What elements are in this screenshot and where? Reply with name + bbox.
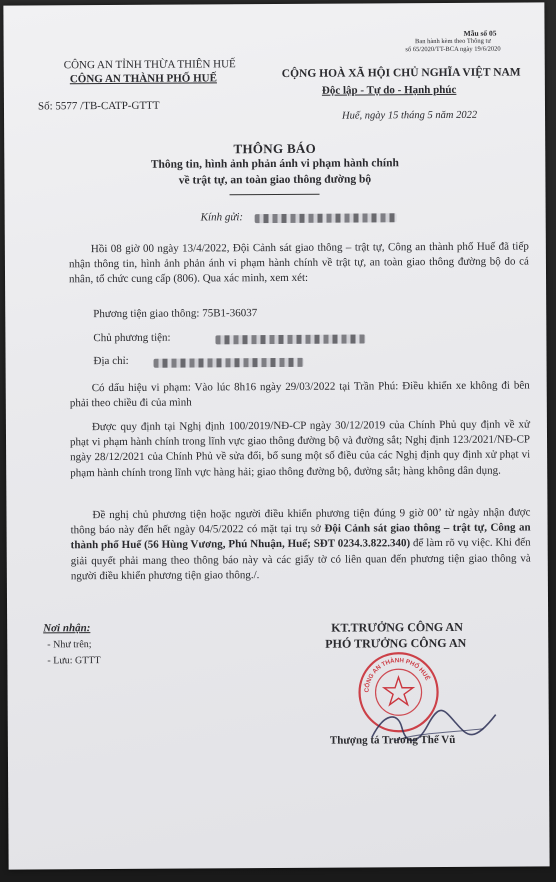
recipient-item: - Như trên; <box>47 639 92 651</box>
country-name: CỘNG HOÀ XÃ HỘI CHỦ NGHĨA VIỆT NAM <box>281 66 521 80</box>
owner-name-redacted <box>215 334 365 344</box>
national-motto: Độc lập - Tự do - Hạnh phúc <box>321 83 457 97</box>
request-location-bold: Đội Cảnh sát giao thông – trật tự, Công an thành phố Huế (56 Hùng Vương, Phú Nhuận, Huế; SĐT 0234.3.822.340) <box>70 521 531 552</box>
document-number: Số: 5577 /TB-CATP-GTTT <box>37 99 160 113</box>
violation-paragraph: Có dấu hiệu vi phạm: Vào lúc 8h16 ngày 29/03/2022 tại Trần Phú: Điều khiển xe không đi bên phải theo chiều đi của mình <box>69 379 530 410</box>
recipient-label: Kính gửi: <box>200 211 244 224</box>
signer-name: Thượng tá Trương Thế Vũ <box>329 733 456 747</box>
document-title: THÔNG BÁO <box>233 140 317 157</box>
request-text-end: để làm rõ vụ việc. Khi đến giải quyết phải mang theo thông báo này và các giấy tờ có liên quan đến phương tiện giao thông và người điều khiển phương tiện giao thông./. <box>70 536 531 583</box>
document-subtitle-line2: về trật tự, an toàn giao thông đường bộ <box>178 173 372 187</box>
recipients-heading: Nơi nhận: <box>43 622 91 635</box>
seal-text: CÔNG AN THÀNH PHỐ HUẾ <box>363 657 431 693</box>
issuing-agency: CÔNG AN THÀNH PHỐ HUẾ <box>69 72 217 86</box>
document-subtitle-line1: Thông tin, hình ảnh phản ánh vi phạm hành chính <box>150 157 399 171</box>
place-date: Huế, ngày 15 tháng 5 năm 2022 <box>342 109 478 122</box>
signature-title-line1: KT.TRƯỞNG CÔNG AN <box>331 619 463 635</box>
form-issued-line1: Ban hành kèm theo Thông tư <box>415 37 491 46</box>
parent-agency: CÔNG AN TỈNH THỪA THIÊN HUẾ <box>63 58 236 72</box>
recipient-item: - Lưu: GTTT <box>47 655 101 667</box>
title-divider <box>230 194 320 196</box>
request-text-start: Đề nghị chủ phương tiện hoặc người điều khiển phương tiện đúng 9 giờ 00’ từ ngày nhận được thông báo này đến hết ngày 04/5/2022 có mặt tại trụ sở <box>70 506 531 537</box>
intro-paragraph: Hồi 08 giờ 00 ngày 13/4/2022, Đội Cảnh sát giao thông – trật tự, Công an thành phố Huế đã tiếp nhận thông tin, hình ảnh phản ánh vi phạm hành chính về trật tự, an toàn giao thông đường bộ do cá nhân, tổ chức cung cấp (806). Qua xác minh, xem xét: <box>68 240 529 286</box>
request-paragraph <box>70 505 530 584</box>
recipient-name-redacted <box>255 213 397 223</box>
legal-basis-paragraph: Được quy định tại Nghị định 100/2019/NĐ-CP ngày 30/12/2019 của Chính Phủ quy định về xử phạt vi phạm hành chính trong lĩnh vực giao thông đường bộ và đường sắt; Nghị định 123/2021/NĐ-CP ngày 28/12/2021 của Chính Phủ về sửa đổi, bổ sung một số điều của các Nghị định quy định xử phạt vi phạm hành chính trong lĩnh vực hàng hải; giao thông đường bộ, đường sắt; hàng không dân dụng. <box>69 418 531 479</box>
owner-field-label: Chủ phương tiện: <box>93 331 171 345</box>
notice-document <box>3 2 549 869</box>
vehicle-field: Phương tiện giao thông: 75B1-36037 <box>93 307 258 321</box>
signature-title-line2: PHÓ TRƯỞNG CÔNG AN <box>325 635 467 651</box>
form-number: Mẫu số 05 <box>463 28 497 38</box>
address-redacted <box>154 358 304 368</box>
form-issued-note <box>405 38 500 55</box>
form-issued-line2: số 65/2020/TT-BCA ngày 19/6/2020 <box>405 45 501 54</box>
address-field-label: Địa chỉ: <box>93 354 129 368</box>
